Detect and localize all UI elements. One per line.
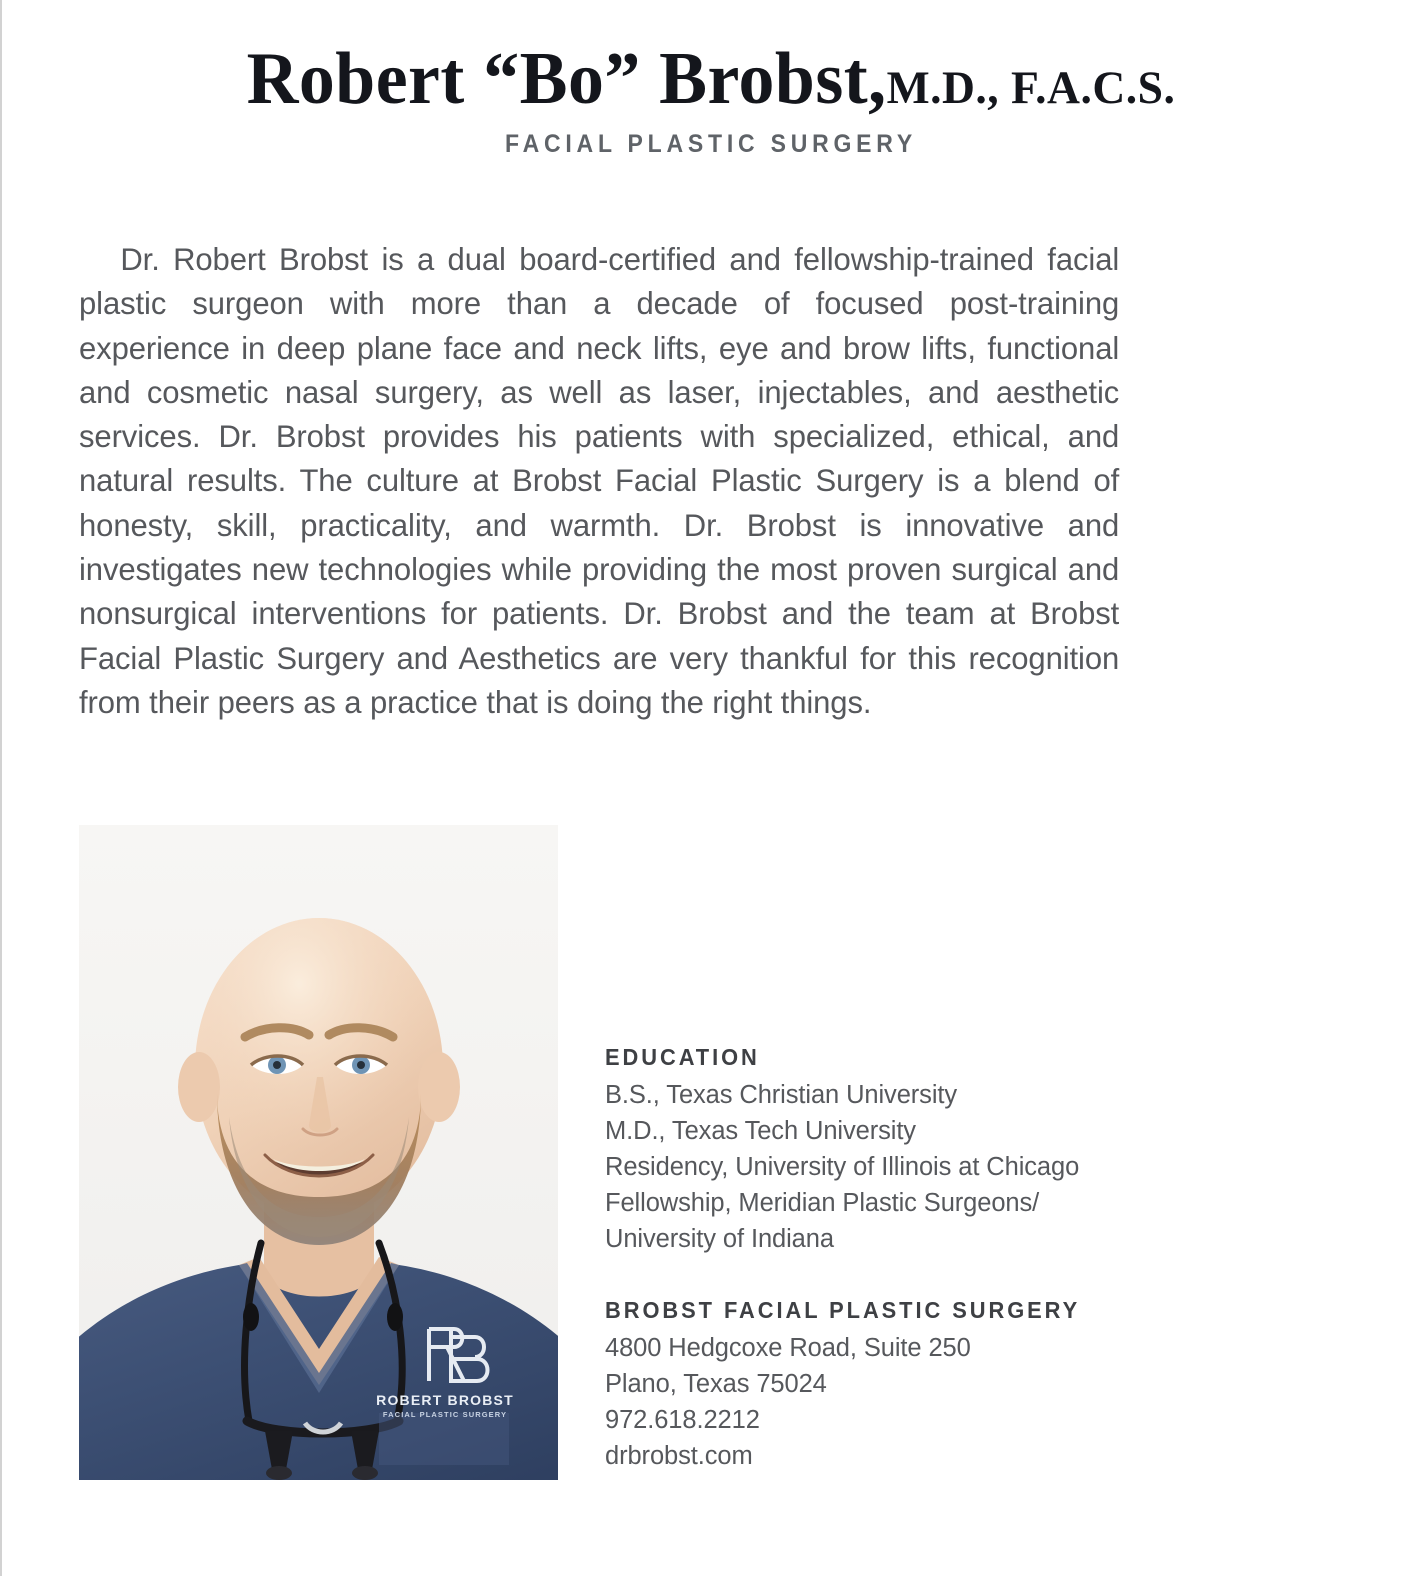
specialty-subtitle: FACIAL PLASTIC SURGERY [505, 130, 917, 158]
education-item: Fellowship, Meridian Plastic Surgeons/ [605, 1189, 1040, 1217]
practice-phone[interactable]: 972.618.2212 [605, 1406, 760, 1434]
scrub-logo-tagline: FACIAL PLASTIC SURGERY [382, 1410, 508, 1419]
practice-address-line: 4800 Hedgcoxe Road, Suite 250 [605, 1334, 971, 1362]
education-heading: EDUCATION [605, 1044, 760, 1070]
info-column [605, 1044, 1165, 1474]
education-item: B.S., Texas Christian University [605, 1081, 958, 1109]
practice-block [605, 1297, 1165, 1474]
biography-paragraph [79, 237, 1119, 724]
doctor-portrait-photo [79, 825, 558, 1480]
education-item: M.D., Texas Tech University [605, 1117, 916, 1145]
education-item: Residency, University of Illinois at Chicago [605, 1153, 1080, 1181]
practice-website[interactable]: drbrobst.com [605, 1442, 753, 1470]
article-page [2, 0, 1420, 1576]
page-title [23, 38, 1398, 120]
doctor-credentials: M.D., F.A.C.S. [886, 62, 1176, 114]
practice-address-line: Plano, Texas 75024 [605, 1370, 827, 1398]
article-header [2, 0, 1420, 159]
portrait-illustration [79, 825, 558, 1480]
education-block [605, 1044, 1165, 1257]
practice-heading: BROBST FACIAL PLASTIC SURGERY [605, 1297, 1081, 1323]
biography-text: Dr. Robert Brobst is a dual board-certified and fellowship-trained facial plastic surgeon with more than a decade of focused post-training experience in deep plane face and neck lifts, eye and brow lifts, functional and cosmetic nasal surgery, as well as laser, injectables, and aesthetic services. Dr. Brobst provides his patients with specialized, ethical, and natural results. The culture at Brobst Facial Plastic Surgery is a blend of honesty, skill, practicality, and warmth. Dr. Brobst is innovative and investigates new technologies while providing the most proven surgical and nonsurgical interventions for patients. Dr. Brobst and the team at Brobst Facial Plastic Surgery and Aesthetics are very thankful for this recognition from their peers as a practice that is doing the right things. [79, 241, 1120, 720]
doctor-name-main: Robert “Bo” Brobst, [246, 38, 887, 120]
education-item: University of Indiana [605, 1225, 834, 1253]
scrub-logo-name: ROBERT BROBST [376, 1392, 514, 1408]
